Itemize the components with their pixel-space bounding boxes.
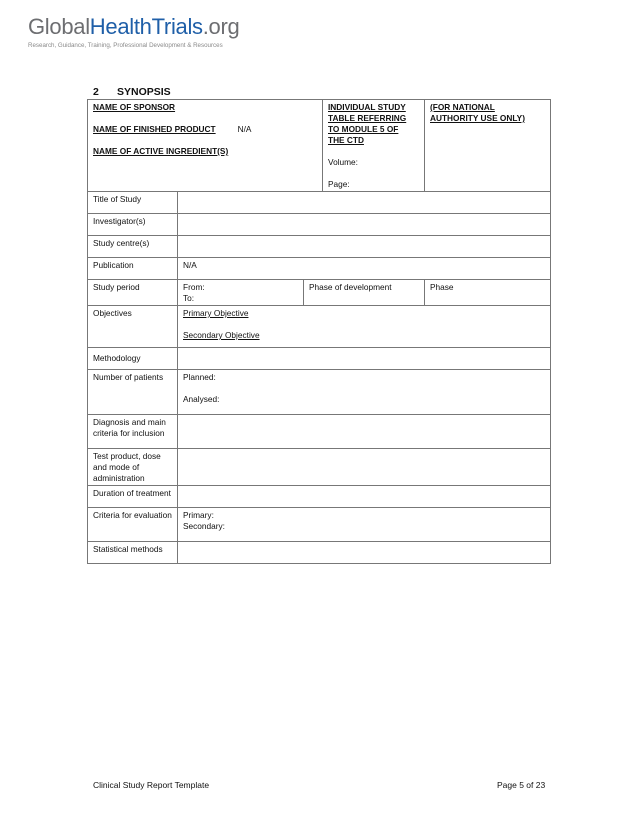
product-label: NAME OF FINISHED PRODUCT <box>93 124 216 134</box>
row-criteria-evaluation <box>88 508 551 542</box>
row-methodology <box>88 348 551 370</box>
investigators-label: Investigator(s) <box>88 214 178 236</box>
publication-label: Publication <box>88 258 178 280</box>
duration-label: Duration of treatment <box>88 486 178 508</box>
phase-of-development-label: Phase of development <box>304 280 425 306</box>
duration-value[interactable] <box>178 486 551 508</box>
study-centres-value[interactable] <box>178 236 551 258</box>
objectives-label: Objectives <box>88 306 178 348</box>
individual-table-label: INDIVIDUAL STUDY TABLE REFERRING TO MODULE 5 OF THE CTD <box>328 102 407 145</box>
row-title-of-study <box>88 192 551 214</box>
study-period-value[interactable] <box>178 280 304 306</box>
publication-value[interactable]: N/A <box>178 258 551 280</box>
test-product-value[interactable] <box>178 449 551 486</box>
national-authority-label: (FOR NATIONAL AUTHORITY USE ONLY) <box>430 102 525 123</box>
footer-document-title: Clinical Study Report Template <box>93 780 210 790</box>
header-row <box>88 100 551 192</box>
row-statistical-methods <box>88 542 551 564</box>
synopsis-table <box>87 99 551 564</box>
primary-label: Primary: <box>183 510 214 520</box>
section-heading <box>93 86 171 98</box>
section-title: SYNOPSIS <box>117 86 171 98</box>
national-authority-cell <box>425 100 551 192</box>
study-centres-label: Study centre(s) <box>88 236 178 258</box>
sponsor-cell <box>88 100 323 192</box>
test-product-label: Test product, dose and mode of administration <box>88 449 178 486</box>
secondary-label: Secondary: <box>183 521 225 531</box>
row-test-product <box>88 449 551 486</box>
row-study-centres <box>88 236 551 258</box>
sponsor-label: NAME OF SPONSOR <box>93 102 176 112</box>
primary-objective-label: Primary Objective <box>183 308 249 318</box>
study-period-label: Study period <box>88 280 178 306</box>
number-of-patients-value[interactable] <box>178 370 551 415</box>
page-label: Page: <box>328 179 350 189</box>
site-logo <box>28 14 239 49</box>
statistical-methods-label: Statistical methods <box>88 542 178 564</box>
methodology-value[interactable] <box>178 348 551 370</box>
objectives-value[interactable] <box>178 306 551 348</box>
row-number-of-patients <box>88 370 551 415</box>
statistical-methods-value[interactable] <box>178 542 551 564</box>
diagnosis-value[interactable] <box>178 415 551 449</box>
logo-org: .org <box>202 14 240 39</box>
volume-label: Volume: <box>328 157 358 167</box>
logo-healthtrials: HealthTrials <box>89 14 203 39</box>
diagnosis-label: Diagnosis and main criteria for inclusion <box>88 415 178 449</box>
from-label: From: <box>183 282 205 292</box>
secondary-objective-label: Secondary Objective <box>183 330 260 340</box>
ingredient-label: NAME OF ACTIVE INGREDIENT(S) <box>93 146 229 156</box>
title-of-study-value[interactable] <box>178 192 551 214</box>
row-study-period <box>88 280 551 306</box>
number-of-patients-label: Number of patients <box>88 370 178 415</box>
individual-table-cell <box>323 100 425 192</box>
row-publication <box>88 258 551 280</box>
logo-wordmark <box>28 14 239 40</box>
to-label: To: <box>183 293 195 303</box>
logo-global: Global <box>28 14 90 39</box>
criteria-evaluation-value[interactable] <box>178 508 551 542</box>
row-duration <box>88 486 551 508</box>
logo-tagline: Research, Guidance, Training, Professional Development & Resources <box>28 42 223 49</box>
row-diagnosis <box>88 415 551 449</box>
methodology-label: Methodology <box>88 348 178 370</box>
footer-page-number: Page 5 of 23 <box>497 780 546 790</box>
planned-label: Planned: <box>183 372 216 382</box>
row-investigators <box>88 214 551 236</box>
product-line <box>93 124 318 135</box>
product-value: N/A <box>237 124 252 134</box>
phase-label: Phase <box>425 280 551 306</box>
section-number: 2 <box>93 86 99 98</box>
criteria-evaluation-label: Criteria for evaluation <box>88 508 178 542</box>
title-of-study-label: Title of Study <box>88 192 178 214</box>
analysed-label: Analysed: <box>183 394 220 404</box>
row-objectives <box>88 306 551 348</box>
investigators-value[interactable] <box>178 214 551 236</box>
